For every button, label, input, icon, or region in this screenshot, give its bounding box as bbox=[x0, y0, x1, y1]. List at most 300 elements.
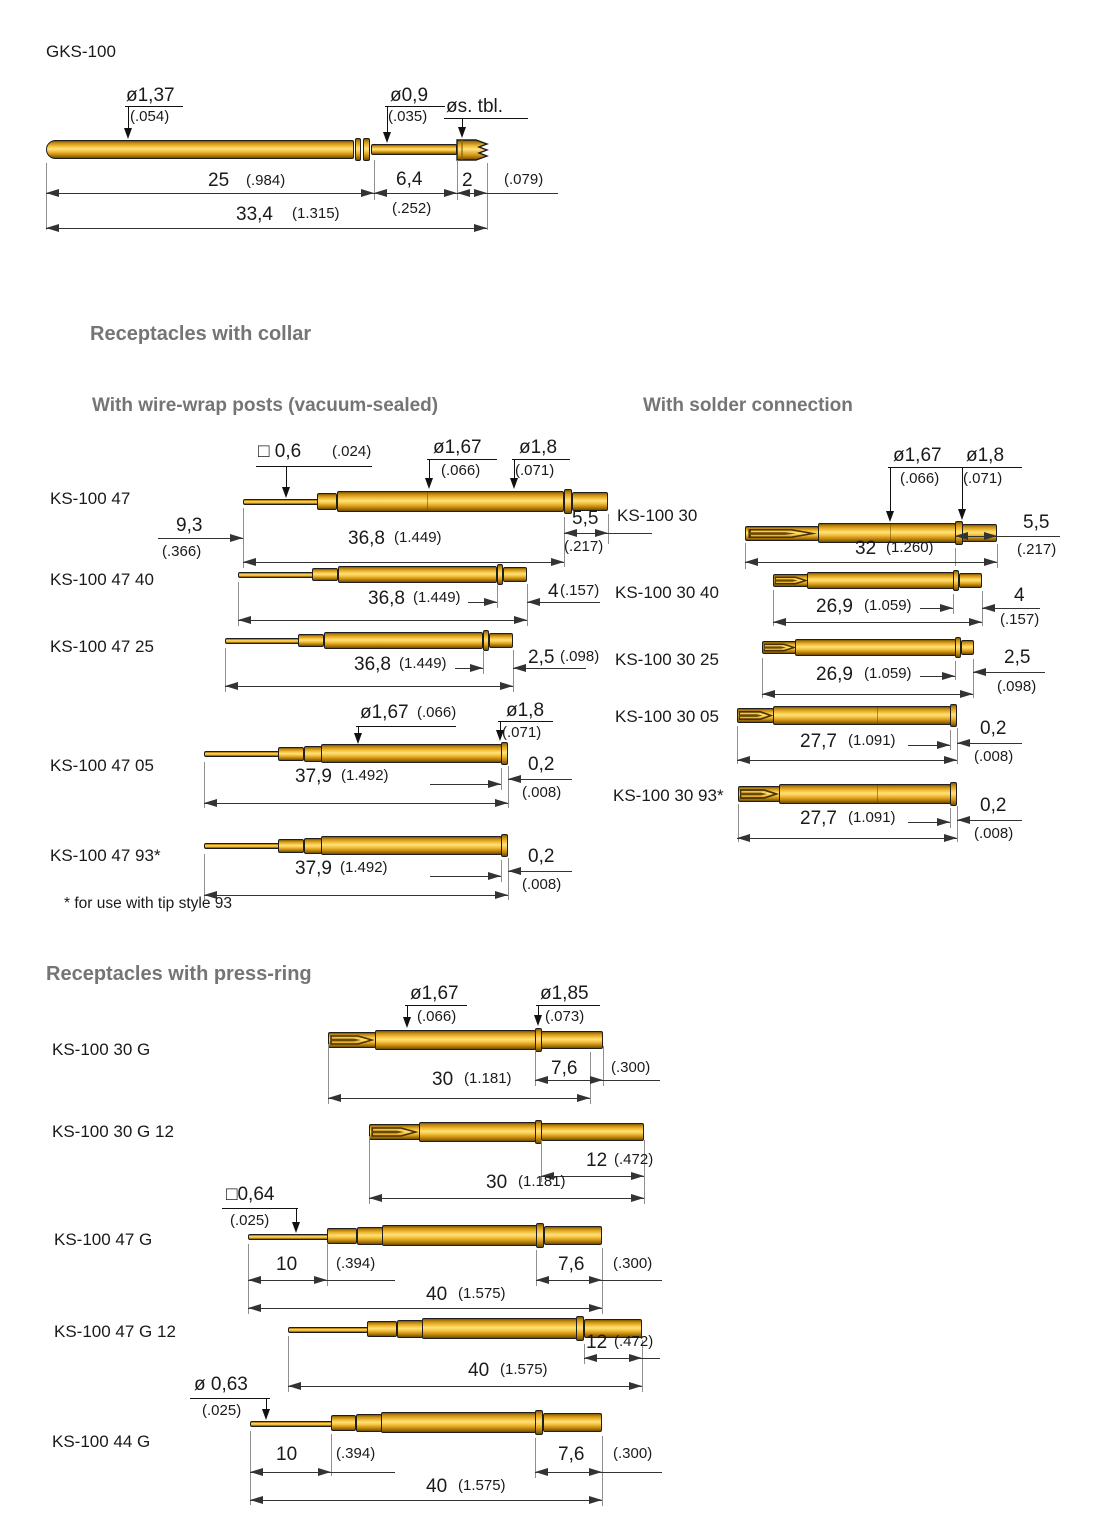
arrowhead bbox=[737, 834, 750, 842]
dim-inch: (.300) bbox=[613, 1255, 653, 1272]
dia-inch: (.066) bbox=[417, 1008, 457, 1025]
leader-line bbox=[128, 106, 129, 128]
dim-line bbox=[204, 895, 508, 896]
arrowhead bbox=[737, 756, 750, 764]
arrowhead bbox=[584, 1354, 597, 1362]
dim-inch: (1.575) bbox=[458, 1477, 506, 1494]
ext-line bbox=[602, 1248, 603, 1314]
leader-underline bbox=[498, 721, 553, 722]
arrowhead bbox=[46, 224, 59, 232]
crown-tip-icon bbox=[456, 138, 489, 162]
leader-arrow bbox=[282, 487, 290, 498]
arrowhead bbox=[500, 682, 513, 690]
dim-value: 40 bbox=[468, 1360, 490, 1381]
ext-line bbox=[487, 163, 488, 230]
probe-ring bbox=[501, 834, 508, 857]
leader-line bbox=[890, 467, 891, 511]
probe-barrel bbox=[773, 706, 951, 725]
arrowhead bbox=[589, 1276, 602, 1284]
arrowhead bbox=[484, 598, 497, 606]
probe-collar bbox=[331, 1415, 356, 1431]
probe-tail bbox=[961, 640, 974, 655]
dia-label: ø1,67 bbox=[893, 445, 942, 466]
dim-inch: (1.492) bbox=[340, 859, 388, 876]
leader-arrow bbox=[458, 127, 466, 138]
dia-label: ø1,67 bbox=[433, 437, 482, 458]
dim-line bbox=[250, 1500, 602, 1501]
dim-value: 4 bbox=[548, 581, 559, 602]
arrowhead bbox=[940, 604, 953, 612]
leader-underline bbox=[190, 1398, 270, 1399]
dia-inch: (.025) bbox=[202, 1402, 242, 1419]
dim-inch: (1.059) bbox=[864, 665, 912, 682]
dia-label: ø1,37 bbox=[126, 85, 175, 106]
arrowhead bbox=[631, 1172, 644, 1180]
probe-barrel bbox=[381, 1412, 536, 1433]
leader-arrow bbox=[425, 478, 433, 489]
dim-value: 7,6 bbox=[551, 1058, 578, 1079]
arrowhead bbox=[955, 532, 968, 540]
dia-inch: (.054) bbox=[130, 108, 170, 125]
dim-inch: (1.091) bbox=[848, 732, 896, 749]
probe-ring bbox=[576, 1316, 584, 1341]
arrowhead bbox=[577, 1094, 590, 1102]
subheading-wire-wrap: With wire-wrap posts (vacuum-sealed) bbox=[92, 395, 439, 416]
dim-value: 5,5 bbox=[1023, 512, 1050, 533]
leader-underline bbox=[960, 467, 1022, 468]
dim-value: 37,9 bbox=[295, 766, 332, 787]
ext-line bbox=[497, 585, 498, 608]
arrowhead bbox=[944, 756, 957, 764]
ext-line bbox=[957, 806, 958, 842]
probe-tail bbox=[541, 1123, 644, 1141]
probe-step bbox=[397, 1320, 423, 1338]
arrowhead bbox=[527, 598, 540, 606]
probe-barrel bbox=[375, 1030, 536, 1050]
arrowhead bbox=[745, 558, 758, 566]
probe-post bbox=[288, 1327, 369, 1333]
ext-line bbox=[950, 730, 951, 750]
leader-underline bbox=[536, 1005, 600, 1006]
probe-tail bbox=[544, 1226, 602, 1245]
solder-slot-icon bbox=[328, 1032, 376, 1048]
arrowhead bbox=[474, 189, 487, 197]
probe-step bbox=[356, 1414, 382, 1432]
solder-slot-icon bbox=[369, 1124, 420, 1140]
probe-collar bbox=[367, 1321, 397, 1337]
dia-label: øs. tbl. bbox=[446, 96, 504, 117]
dim-inch: (1.492) bbox=[341, 767, 389, 784]
dim-value: 26,9 bbox=[816, 596, 853, 617]
dim-value: 26,9 bbox=[816, 664, 853, 685]
arrowhead bbox=[204, 799, 217, 807]
dim-inch: (.984) bbox=[246, 172, 286, 189]
dim-value: 25 bbox=[208, 170, 230, 191]
solder-slot-icon bbox=[738, 786, 780, 802]
dim-line bbox=[773, 622, 982, 623]
dim-inch: (.472) bbox=[614, 1151, 654, 1168]
solder-slot-icon bbox=[745, 526, 819, 541]
dim-value: 30 bbox=[486, 1172, 508, 1193]
dim-line bbox=[328, 1098, 590, 1099]
dia-inch: (.071) bbox=[963, 470, 1003, 487]
dim-line bbox=[745, 562, 997, 563]
probe-post bbox=[248, 1234, 329, 1240]
part-label: KS-100 30 G bbox=[52, 1040, 151, 1059]
leader-line bbox=[429, 459, 430, 479]
probe-collar bbox=[312, 568, 338, 581]
probe-post bbox=[250, 1421, 333, 1427]
arrowhead bbox=[589, 1468, 602, 1476]
probe-barrel bbox=[324, 632, 483, 649]
dim-inch: (.472) bbox=[614, 1333, 654, 1350]
dim-value: 0,2 bbox=[980, 718, 1007, 739]
dim-value: 36,8 bbox=[348, 528, 385, 549]
dim-inch: (.008) bbox=[974, 748, 1014, 765]
dim-inch: (.098) bbox=[997, 678, 1037, 695]
leader-line bbox=[296, 1208, 297, 1223]
leader-underline bbox=[356, 726, 456, 727]
probe-collar bbox=[327, 1228, 357, 1244]
dim-inch: (.217) bbox=[1017, 541, 1057, 558]
dim-value: 5,5 bbox=[572, 508, 599, 529]
leader-arrow bbox=[354, 733, 362, 744]
dim-value: 10 bbox=[276, 1254, 298, 1275]
dim-value: 32 bbox=[855, 538, 877, 559]
probe-plunger bbox=[371, 144, 457, 155]
ext-line bbox=[501, 860, 502, 882]
probe-barrel bbox=[795, 639, 956, 656]
dim-value: 37,9 bbox=[295, 858, 332, 879]
arrowhead bbox=[973, 668, 986, 676]
leader-underline bbox=[427, 459, 497, 460]
dim-inch: (.394) bbox=[336, 1445, 376, 1462]
arrowhead bbox=[488, 780, 501, 788]
probe-post bbox=[204, 751, 280, 757]
dim-inch: (1.181) bbox=[464, 1070, 512, 1087]
dia-label: □ 0,6 bbox=[258, 441, 302, 462]
dia-inch: (.066) bbox=[441, 462, 481, 479]
solder-slot-icon bbox=[773, 574, 809, 587]
arrowhead bbox=[369, 1194, 382, 1202]
probe-barrel bbox=[321, 836, 502, 855]
dim-line bbox=[204, 803, 508, 804]
arrowhead bbox=[773, 618, 786, 626]
arrowhead bbox=[629, 1354, 642, 1362]
probe-barrel bbox=[338, 566, 497, 583]
leader-arrow bbox=[383, 132, 391, 143]
subheading-solder: With solder connection bbox=[643, 395, 853, 416]
dim-inch: (1.449) bbox=[394, 529, 442, 546]
leader-underline bbox=[888, 467, 960, 468]
dim-inch: (.394) bbox=[336, 1255, 376, 1272]
dim-value: 0,2 bbox=[528, 754, 555, 775]
probe-tail bbox=[489, 633, 513, 648]
ext-line bbox=[483, 651, 484, 674]
part-label: KS-100 30 bbox=[617, 506, 698, 525]
ext-line bbox=[331, 1434, 332, 1476]
leader-underline bbox=[125, 106, 183, 107]
dim-inch: (1.575) bbox=[458, 1285, 506, 1302]
probe-tail bbox=[543, 1413, 602, 1432]
probe-barrel bbox=[807, 572, 954, 589]
probe-ring bbox=[536, 1223, 544, 1248]
leader-underline bbox=[256, 466, 372, 467]
probe-step bbox=[304, 838, 322, 854]
dim-inch: (1.059) bbox=[864, 597, 912, 614]
dim-inch: (.252) bbox=[392, 200, 432, 217]
leader-line bbox=[962, 467, 963, 509]
probe-ring bbox=[950, 704, 957, 727]
part-label: KS-100 44 G bbox=[52, 1432, 151, 1451]
arrowhead bbox=[238, 616, 251, 624]
probe-tail bbox=[541, 1031, 603, 1049]
probe-ring bbox=[564, 489, 572, 514]
arrowhead bbox=[937, 818, 950, 826]
arrowhead bbox=[318, 1468, 331, 1476]
ext-line bbox=[602, 1436, 603, 1506]
dim-line bbox=[955, 536, 1060, 537]
dim-inch: (1.181) bbox=[518, 1173, 566, 1190]
dim-inch: (.157) bbox=[1000, 611, 1040, 628]
arrowhead bbox=[589, 1496, 602, 1504]
ext-line bbox=[608, 514, 609, 544]
arrowhead bbox=[495, 799, 508, 807]
dim-value: 12 bbox=[586, 1150, 608, 1171]
dia-label: ø1,8 bbox=[519, 437, 558, 458]
probe-barrel bbox=[382, 1225, 537, 1246]
arrowhead bbox=[444, 189, 457, 197]
part-label: KS-100 47 25 bbox=[50, 637, 154, 656]
dim-line bbox=[457, 193, 558, 194]
arrowhead bbox=[944, 834, 957, 842]
dim-line bbox=[564, 533, 652, 534]
leader-underline bbox=[405, 1005, 467, 1006]
probe-collar bbox=[278, 839, 304, 853]
dim-value: 36,8 bbox=[368, 588, 405, 609]
dim-value: 27,7 bbox=[800, 731, 837, 752]
arrowhead bbox=[564, 529, 577, 537]
arrowhead bbox=[248, 1276, 261, 1284]
dia-inch: (.025) bbox=[230, 1212, 270, 1229]
probe-barrel bbox=[46, 140, 354, 159]
dia-label: ø1,8 bbox=[966, 445, 1005, 466]
dim-line bbox=[369, 1198, 644, 1199]
arrowhead bbox=[629, 1382, 642, 1390]
probe-barrel bbox=[422, 1318, 577, 1339]
arrowhead bbox=[969, 618, 982, 626]
arrowhead bbox=[984, 532, 997, 540]
leader-arrow bbox=[292, 1222, 300, 1233]
arrowhead bbox=[960, 690, 973, 698]
arrowhead bbox=[470, 664, 483, 672]
dim-inch: (.079) bbox=[504, 171, 544, 188]
dim-inch: (.217) bbox=[564, 538, 604, 555]
arrowhead bbox=[937, 741, 950, 749]
arrowhead bbox=[595, 529, 608, 537]
arrowhead bbox=[957, 816, 970, 824]
dim-value: 4 bbox=[1014, 585, 1025, 606]
barrel-seam bbox=[877, 707, 878, 724]
dim-line bbox=[762, 694, 973, 695]
leader-arrow bbox=[262, 1409, 270, 1420]
dim-inch: (1.449) bbox=[399, 655, 447, 672]
dia-label: ø1,67 bbox=[360, 702, 409, 723]
probe-collar bbox=[278, 747, 304, 761]
arrowhead bbox=[328, 1094, 341, 1102]
dim-line bbox=[46, 193, 374, 194]
arrowhead bbox=[314, 1276, 327, 1284]
ext-line bbox=[955, 548, 956, 566]
dia-label: ø1,85 bbox=[540, 983, 589, 1004]
dim-inch: (1.449) bbox=[413, 589, 461, 606]
probe-collar bbox=[363, 138, 370, 161]
part-label: KS-100 30 G 12 bbox=[52, 1122, 174, 1141]
leader-arrow bbox=[958, 509, 966, 520]
part-label: KS-100 47 G 12 bbox=[54, 1322, 176, 1341]
dia-inch: (.073) bbox=[545, 1008, 585, 1025]
dim-inch: (.008) bbox=[974, 825, 1014, 842]
probe-ring bbox=[950, 782, 957, 806]
arrowhead bbox=[243, 558, 256, 566]
part-label: KS-100 47 05 bbox=[50, 756, 154, 775]
probe-ring bbox=[535, 1410, 543, 1435]
probe-step bbox=[357, 1227, 383, 1245]
probe-post bbox=[238, 572, 314, 578]
barrel-seam bbox=[427, 492, 428, 511]
dim-line bbox=[238, 620, 527, 621]
leader-line bbox=[514, 459, 515, 479]
leader-underline bbox=[222, 1208, 298, 1209]
probe-tail bbox=[959, 573, 982, 588]
leader-line bbox=[387, 106, 388, 132]
dim-inch: (1.575) bbox=[500, 1361, 548, 1378]
dim-inch: (1.315) bbox=[292, 205, 340, 222]
dia-label: □0,64 bbox=[226, 1184, 275, 1205]
arrowhead bbox=[230, 534, 243, 542]
dim-value: 2 bbox=[462, 170, 473, 191]
part-label: KS-100 30 05 bbox=[615, 707, 719, 726]
dia-label: ø0,9 bbox=[390, 85, 429, 106]
leader-underline bbox=[512, 459, 570, 460]
dim-value: 6,4 bbox=[396, 169, 423, 190]
dia-inch: (.071) bbox=[502, 724, 542, 741]
ext-line bbox=[508, 858, 509, 900]
dia-inch: (.035) bbox=[388, 108, 428, 125]
arrowhead bbox=[551, 558, 564, 566]
dia-inch: (.066) bbox=[417, 704, 457, 721]
probe-post bbox=[204, 843, 280, 849]
dim-line bbox=[737, 760, 957, 761]
ext-line bbox=[950, 808, 951, 828]
ext-line bbox=[501, 768, 502, 790]
leader-arrow bbox=[496, 730, 504, 741]
leader-arrow bbox=[886, 511, 894, 522]
ext-line bbox=[973, 659, 974, 698]
dia-label: ø1,67 bbox=[410, 983, 459, 1004]
leader-arrow bbox=[510, 478, 518, 489]
dim-value: 40 bbox=[426, 1284, 448, 1305]
arrowhead bbox=[762, 690, 775, 698]
dia-inch: (.071) bbox=[515, 462, 555, 479]
dim-value: 33,4 bbox=[236, 204, 273, 225]
probe-step bbox=[304, 746, 322, 762]
arrowhead bbox=[474, 224, 487, 232]
dim-line bbox=[225, 686, 513, 687]
dia-inch: (.066) bbox=[900, 470, 940, 487]
section-heading-collar: Receptacles with collar bbox=[90, 323, 312, 345]
dim-value: 10 bbox=[276, 1444, 298, 1465]
arrowhead bbox=[535, 1076, 548, 1084]
probe-collar bbox=[355, 138, 361, 161]
arrowhead bbox=[590, 1076, 603, 1084]
arrowhead bbox=[457, 189, 470, 197]
dia-inch: (.024) bbox=[332, 443, 372, 460]
arrowhead bbox=[984, 558, 997, 566]
probe-barrel bbox=[419, 1122, 536, 1142]
arrowhead bbox=[589, 1304, 602, 1312]
arrowhead bbox=[495, 891, 508, 899]
dia-label: ø1,8 bbox=[506, 700, 545, 721]
part-label: KS-100 47 bbox=[50, 489, 131, 508]
dim-value: 27,7 bbox=[800, 808, 837, 829]
part-label: KS-100 47 93* bbox=[50, 846, 161, 865]
arrowhead bbox=[508, 775, 521, 783]
dim-value: 36,8 bbox=[354, 654, 391, 675]
leader-underline bbox=[385, 106, 445, 107]
part-label: KS-100 47 G bbox=[54, 1230, 153, 1249]
dim-value: 9,3 bbox=[176, 515, 203, 536]
probe-tail bbox=[503, 567, 527, 582]
dim-line bbox=[288, 1386, 642, 1387]
leader-line bbox=[286, 466, 287, 488]
dim-value: 0,2 bbox=[980, 795, 1007, 816]
probe-ring bbox=[501, 742, 508, 765]
page-title: GKS-100 bbox=[46, 42, 116, 61]
dia-label: ø 0,63 bbox=[194, 1374, 248, 1395]
part-label: KS-100 30 40 bbox=[615, 583, 719, 602]
arrowhead bbox=[46, 189, 59, 197]
arrowhead bbox=[248, 1304, 261, 1312]
dim-value: 12 bbox=[586, 1332, 608, 1353]
probe-barrel bbox=[321, 744, 502, 763]
arrowhead bbox=[374, 189, 387, 197]
arrowhead bbox=[488, 872, 501, 880]
dim-line bbox=[243, 562, 564, 563]
dim-inch: (1.091) bbox=[848, 809, 896, 826]
arrowhead bbox=[250, 1496, 263, 1504]
arrowhead bbox=[536, 1276, 549, 1284]
arrowhead bbox=[942, 672, 955, 680]
dim-value: 7,6 bbox=[558, 1444, 585, 1465]
ext-line bbox=[508, 766, 509, 808]
part-label: KS-100 47 40 bbox=[50, 570, 154, 589]
dim-inch: (.098) bbox=[560, 648, 600, 665]
arrowhead bbox=[508, 867, 521, 875]
dim-inch: (.300) bbox=[611, 1059, 651, 1076]
leader-arrow bbox=[534, 1015, 542, 1026]
leader-underline bbox=[444, 118, 528, 119]
arrowhead bbox=[250, 1468, 263, 1476]
arrowhead bbox=[225, 682, 238, 690]
dim-value: 40 bbox=[426, 1476, 448, 1497]
ext-line bbox=[997, 544, 998, 568]
dim-value: 0,2 bbox=[528, 846, 555, 867]
part-label: KS-100 30 25 bbox=[615, 650, 719, 669]
dim-inch: (.366) bbox=[162, 543, 202, 560]
arrowhead bbox=[982, 604, 995, 612]
leader-arrow bbox=[403, 1017, 411, 1028]
